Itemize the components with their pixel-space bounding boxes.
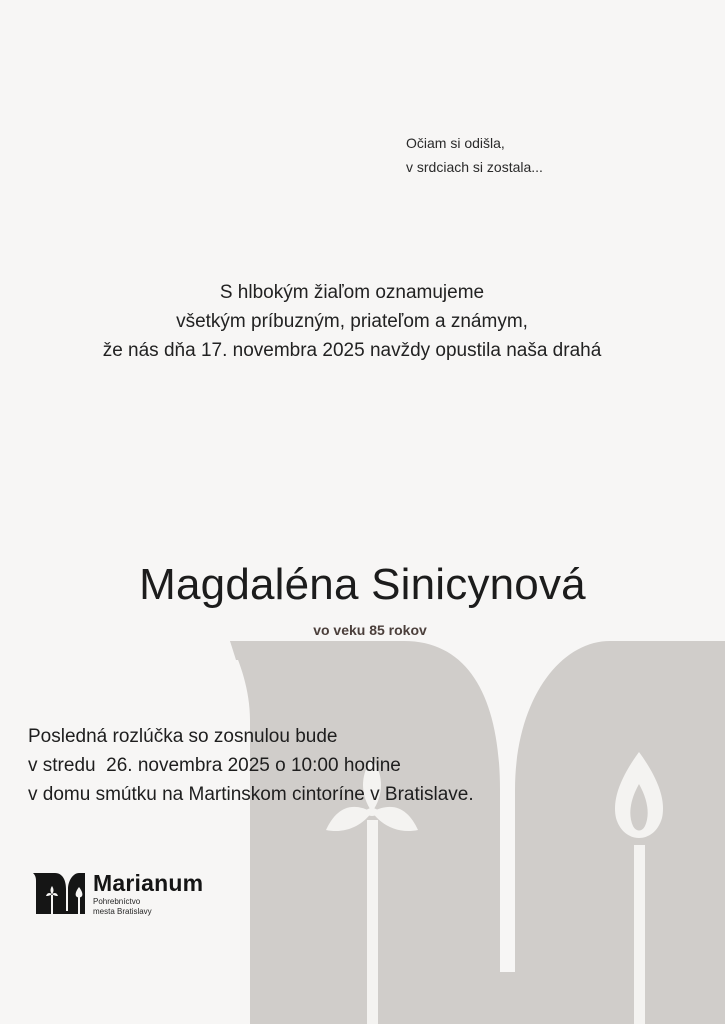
farewell-line-3: v domu smútku na Martinskom cintoríne v Bratislave.	[28, 784, 474, 805]
deceased-age: vo veku 85 rokov	[313, 622, 427, 638]
logo-subtitle-line-1: Pohrebníctvo	[93, 897, 141, 906]
motto-line-2: v srdciach si zostala...	[406, 159, 543, 175]
logo-subtitle-line-2: mesta Bratislavy	[93, 907, 152, 916]
logo-subtitle	[93, 897, 152, 917]
deceased-name: Magdaléna Sinicynová	[139, 560, 586, 609]
logo-name: Marianum	[93, 870, 204, 896]
announcement	[0, 278, 704, 365]
marianum-logo	[33, 866, 233, 918]
motto	[406, 131, 543, 179]
marianum-logo-icon	[33, 871, 85, 914]
farewell-info	[28, 722, 474, 809]
motto-line-1: Očiam si odišla,	[406, 135, 505, 151]
announcement-line-2: všetkým príbuzným, priateľom a známym,	[176, 311, 528, 332]
announcement-line-3: že nás dňa 17. novembra 2025 navždy opustila naša drahá	[102, 340, 602, 361]
announcement-line-1: S hlbokým žiaľom oznamujeme	[219, 282, 485, 303]
farewell-line-2: v stredu 26. novembra 2025 o 10:00 hodine	[28, 755, 401, 776]
farewell-line-1: Posledná rozlúčka so zosnulou bude	[28, 726, 338, 747]
